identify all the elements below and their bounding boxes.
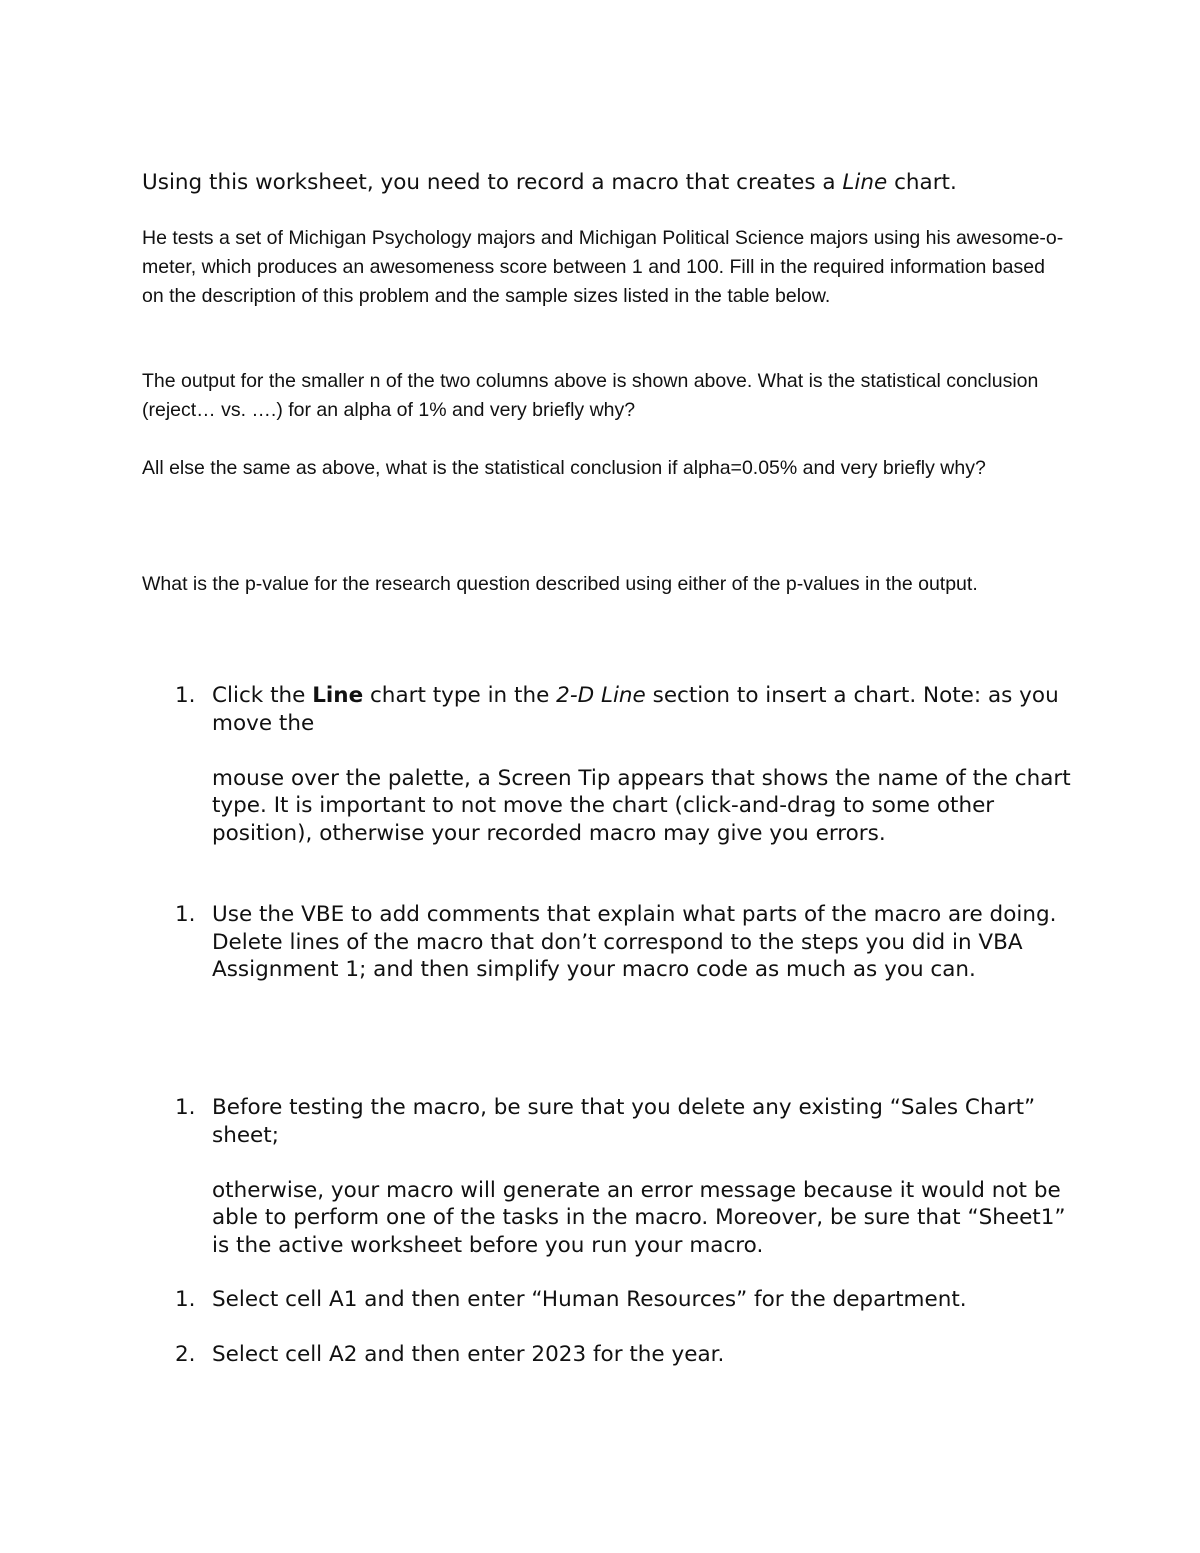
list-item-line (212, 682, 1072, 737)
list-item-text: Use the VBE to add comments that explain what parts of the macro are doing. Delete lines of the macro that don’t correspond to the steps you did in VBA Assignment 1; and then simplify your macro code as much as you can. (212, 902, 1057, 982)
intro-text-before: Using this worksheet, you need to record a macro that creates a (142, 170, 843, 195)
list-item-number: 1. (175, 1287, 196, 1312)
list-item-text (212, 1094, 1072, 1259)
paragraph-alpha-1-question: The output for the smaller n of the two columns above is shown above. What is the statistical conclusion (reject… vs. ….) for an alpha of 1% and very briefly why? (142, 370, 1039, 421)
list-item-text-part: chart type in the (363, 683, 557, 708)
intro-emphasis-line: Line (842, 170, 888, 195)
paragraph-alpha-005-question: All else the same as above, what is the statistical conclusion if alpha=0.05% and very briefly why? (142, 457, 986, 479)
list-item-continuation: otherwise, your macro will generate an error message because it would not be able to perform one of the tasks in the macro. Moreover, be sure that “Sheet1” is the active worksheet before you run your macro. (212, 1177, 1066, 1258)
list-item-number: 2. (175, 1342, 196, 1367)
list-item-number: 1. (175, 683, 196, 708)
list-item-text (212, 682, 1072, 847)
list-item-text-part: Click the (212, 683, 313, 708)
list-item-bold-line: Line (312, 683, 364, 708)
intro-text-after: chart. (887, 170, 957, 195)
list-item-number: 1. (175, 1095, 196, 1120)
list-item-text: Select cell A2 and then enter 2023 for the year. (212, 1342, 725, 1367)
intro-sentence (142, 168, 1082, 198)
list-item-line: Before testing the macro, be sure that you delete any existing “Sales Chart” sheet; (212, 1095, 1036, 1148)
list-item-text-part: section to insert a chart. Note: as you move the (212, 683, 1059, 736)
paragraph-study-description: He tests a set of Michigan Psychology majors and Michigan Political Science majors using his awesome-o-meter, which produces an awesomeness score between 1 and 100. Fill in the required information based on the description of this problem and the sample sizes listed in the table below. (142, 227, 1064, 307)
paragraph-p-value-question: What is the p-value for the research question described using either of the p-values in the output. (142, 573, 978, 595)
list-item-continuation: mouse over the palette, a Screen Tip appears that shows the name of the chart type. It is important to not move the chart (click-and-drag to some other position), otherwise your recorded macro may give you errors. (212, 765, 1071, 846)
list-item-text: Select cell A1 and then enter “Human Resources” for the department. (212, 1287, 967, 1312)
list-item-number: 1. (175, 902, 196, 927)
list-item-emphasis-2d-line: 2-D Line (556, 683, 646, 708)
